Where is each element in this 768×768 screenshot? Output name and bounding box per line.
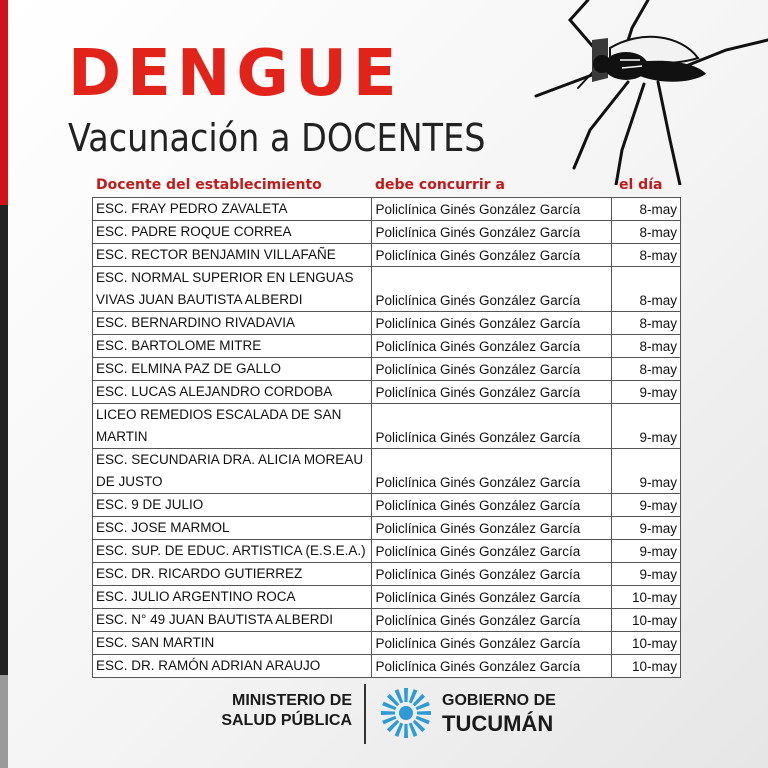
cell-school: ESC. LUCAS ALEJANDRO CORDOBA (93, 381, 372, 404)
cell-school: ESC. FRAY PEDRO ZAVALETA (93, 198, 372, 221)
header-school: Docente del establecimiento (96, 177, 322, 193)
table-row (93, 494, 681, 517)
cell-date: 8-may (611, 267, 680, 312)
table-row (93, 404, 681, 449)
government-label (442, 691, 556, 737)
cell-school: ESC. DR. RICARDO GUTIERREZ (93, 563, 372, 586)
cell-place: Policlínica Ginés González García (372, 381, 611, 404)
government-line-2: TUCUMÁN (442, 711, 554, 736)
sun-emblem-icon (377, 684, 435, 742)
table-headers (92, 174, 682, 196)
cell-school: ESC. SUP. DE EDUC. ARTISTICA (E.S.E.A.) (93, 540, 372, 563)
table-row (93, 198, 681, 221)
cell-school: ESC. 9 DE JULIO (93, 494, 372, 517)
page-title: DENGUE (68, 37, 403, 111)
cell-place: Policlínica Ginés González García (372, 244, 611, 267)
cell-date: 10-may (611, 655, 680, 678)
table-row (93, 381, 681, 404)
cell-school: ESC. JOSE MARMOL (93, 517, 372, 540)
cell-date: 10-may (611, 632, 680, 655)
cell-place: Policlínica Ginés González García (372, 540, 611, 563)
table-row (93, 540, 681, 563)
header-place: debe concurrir a (375, 177, 505, 193)
cell-place: Policlínica Ginés González García (372, 609, 611, 632)
cell-date: 9-may (611, 449, 680, 494)
cell-place: Policlínica Ginés González García (372, 449, 611, 494)
cell-date: 9-may (611, 404, 680, 449)
cell-place: Policlínica Ginés González García (372, 494, 611, 517)
ministry-line-2: SALUD PÚBLICA (221, 712, 352, 729)
cell-school: ESC. SECUNDARIA DRA. ALICIA MOREAU DE JUSTO (93, 449, 372, 494)
cell-place: Policlínica Ginés González García (372, 632, 611, 655)
cell-date: 9-may (611, 563, 680, 586)
cell-date: 8-may (611, 198, 680, 221)
cell-school: ESC. SAN MARTIN (93, 632, 372, 655)
cell-school: ESC. RECTOR BENJAMIN VILLAFAÑE (93, 244, 372, 267)
table-row (93, 449, 681, 494)
cell-place: Policlínica Ginés González García (372, 198, 611, 221)
cell-place: Policlínica Ginés González García (372, 655, 611, 678)
side-stripe-red (0, 0, 8, 205)
cell-school: LICEO REMEDIOS ESCALADA DE SAN MARTIN (93, 404, 372, 449)
schedule-table (92, 197, 681, 678)
mosquito-icon (530, 0, 768, 185)
table-row (93, 609, 681, 632)
cell-date: 9-may (611, 540, 680, 563)
cell-school: ESC. BERNARDINO RIVADAVIA (93, 312, 372, 335)
cell-place: Policlínica Ginés González García (372, 404, 611, 449)
table-row (93, 244, 681, 267)
cell-date: 10-may (611, 609, 680, 632)
footer-divider (364, 684, 366, 744)
cell-school: ESC. N° 49 JUAN BAUTISTA ALBERDI (93, 609, 372, 632)
table-row (93, 221, 681, 244)
cell-place: Policlínica Ginés González García (372, 267, 611, 312)
table-row (93, 563, 681, 586)
cell-date: 10-may (611, 586, 680, 609)
cell-date: 8-may (611, 244, 680, 267)
page-subtitle: Vacunación a DOCENTES (68, 116, 486, 160)
cell-date: 9-may (611, 517, 680, 540)
table-row (93, 358, 681, 381)
table-row (93, 517, 681, 540)
table-row (93, 586, 681, 609)
cell-school: ESC. DR. RAMÓN ADRIAN ARAUJO (93, 655, 372, 678)
side-stripe-black (0, 205, 8, 675)
cell-place: Policlínica Ginés González García (372, 586, 611, 609)
cell-place: Policlínica Ginés González García (372, 335, 611, 358)
ministry-label (221, 691, 352, 731)
cell-school: ESC. NORMAL SUPERIOR EN LENGUAS VIVAS JUAN BAUTISTA ALBERDI (93, 267, 372, 312)
cell-date: 9-may (611, 494, 680, 517)
cell-date: 9-may (611, 381, 680, 404)
cell-school: ESC. ELMINA PAZ DE GALLO (93, 358, 372, 381)
table-row (93, 312, 681, 335)
table-row (93, 267, 681, 312)
cell-school: ESC. JULIO ARGENTINO ROCA (93, 586, 372, 609)
government-line-1: GOBIERNO DE (442, 692, 556, 709)
side-stripe (0, 0, 8, 768)
cell-date: 8-may (611, 221, 680, 244)
table-row (93, 655, 681, 678)
cell-date: 8-may (611, 335, 680, 358)
ministry-line-1: MINISTERIO DE (231, 692, 352, 709)
cell-school: ESC. PADRE ROQUE CORREA (93, 221, 372, 244)
cell-place: Policlínica Ginés González García (372, 517, 611, 540)
footer (0, 678, 768, 748)
header-date: el día (619, 177, 663, 193)
table-row (93, 335, 681, 358)
cell-place: Policlínica Ginés González García (372, 358, 611, 381)
cell-place: Policlínica Ginés González García (372, 221, 611, 244)
cell-place: Policlínica Ginés González García (372, 312, 611, 335)
schedule-table-body (93, 198, 681, 678)
cell-date: 8-may (611, 358, 680, 381)
cell-date: 8-may (611, 312, 680, 335)
cell-place: Policlínica Ginés González García (372, 563, 611, 586)
cell-school: ESC. BARTOLOME MITRE (93, 335, 372, 358)
table-row (93, 632, 681, 655)
